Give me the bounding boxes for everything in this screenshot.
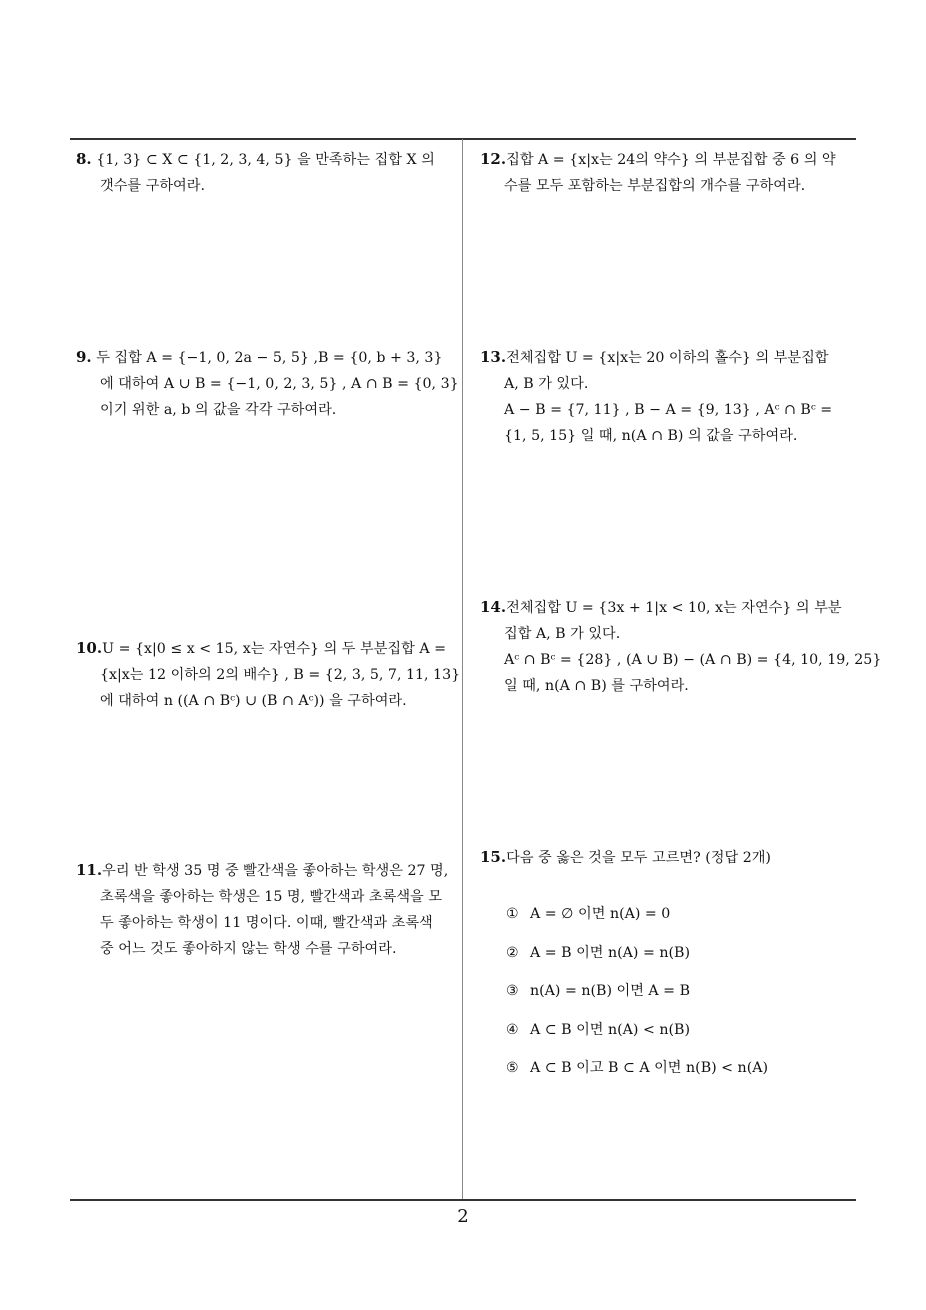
problem-text: 중 어느 것도 좋아하지 않는 학생 수를 구하여라.	[100, 941, 397, 957]
problem-number: 15.	[480, 848, 507, 866]
choice-text: A = B 이면 n(A) = n(B)	[530, 944, 691, 961]
choice-marker: ④	[506, 1021, 519, 1038]
choice-marker: ②	[506, 944, 519, 961]
choice-text: n(A) = n(B) 이면 A = B	[530, 983, 691, 999]
problem-text: 에 대하여 A ∪ B = {−1, 0, 2, 3, 5} , A ∩ B = {0, 3}	[100, 376, 459, 392]
problem-text: Aᶜ ∩ Bᶜ = {28} , (A ∪ B) − (A ∩ B) = {4, 10, 19, 25}	[504, 652, 882, 668]
problem-text: 전체집합 U = {x|x는 20 이하의 홀수} 의 부분집합	[506, 350, 829, 366]
choice-text: A ⊂ B 이고 B ⊂ A 이면 n(B) < n(A)	[530, 1060, 769, 1076]
column-divider	[462, 139, 463, 1200]
choice-marker: ③	[506, 983, 519, 999]
problem-text: A − B = {7, 11} , B − A = {9, 13} , Aᶜ ∩ Bᶜ =	[504, 402, 833, 418]
problem-text: 다음 중 옳은 것을 모두 고르면? (정답 2개)	[506, 850, 771, 866]
problem-text: 초록색을 좋아하는 학생은 15 명, 빨간색과 초록색을 모	[100, 889, 442, 905]
problem-12	[480, 146, 858, 199]
problem-number: 12.	[480, 150, 507, 168]
problem-number: 13.	[480, 348, 507, 366]
problem-number: 10.	[76, 639, 103, 657]
choice-text: A ⊂ B 이면 n(A) < n(B)	[530, 1021, 691, 1038]
problem-text: {1, 5, 15} 일 때, n(A ∩ B) 의 값을 구하여라.	[504, 428, 798, 444]
problem-text: 우리 반 학생 35 명 중 빨간색을 좋아하는 학생은 27 명,	[102, 863, 449, 879]
problem-11	[76, 857, 454, 962]
problem-8	[76, 146, 454, 199]
problem-text: A, B 가 있다.	[504, 376, 589, 392]
choice-4	[506, 1011, 858, 1050]
problem-text: 일 때, n(A ∩ B) 를 구하여라.	[504, 678, 689, 694]
problem-text: {1, 3} ⊂ X ⊂ {1, 2, 3, 4, 5} 을 만족하는 집합 X 의	[96, 152, 435, 168]
choice-text: A = ∅ 이면 n(A) = 0	[530, 906, 671, 922]
problem-10	[76, 635, 461, 714]
page-number: 2	[457, 1206, 469, 1227]
problem-text: U = {x|0 ≤ x < 15, x는 자연수} 의 두 부분집합 A =	[102, 641, 446, 657]
answer-choices	[480, 895, 858, 1088]
choice-5	[506, 1049, 858, 1088]
problem-text: 에 대하여 n ((A ∩ Bᶜ) ∪ (B ∩ Aᶜ)) 을 구하여라.	[100, 693, 407, 709]
problem-number: 8.	[76, 150, 92, 168]
problem-9	[76, 344, 459, 423]
problem-text: 수를 모두 포함하는 부분집합의 개수를 구하여라.	[504, 178, 806, 194]
problem-text: 두 좋아하는 학생이 11 명이다. 이때, 빨간색과 초록색	[100, 915, 433, 931]
problem-text: 집합 A, B 가 있다.	[504, 626, 621, 642]
choice-1	[506, 895, 858, 934]
problem-15	[480, 844, 858, 1088]
bottom-rule	[70, 1199, 856, 1201]
problem-text: 두 집합 A = {−1, 0, 2a − 5, 5} ,B = {0, b + 3, 3}	[96, 350, 443, 366]
problem-text: 집합 A = {x|x는 24의 약수} 의 부분집합 중 6 의 약	[506, 152, 836, 168]
problem-14	[480, 594, 882, 699]
choice-3	[506, 972, 858, 1011]
problem-text: {x|x는 12 이하의 2의 배수} , B = {2, 3, 5, 7, 11, 13}	[100, 667, 461, 683]
problem-number: 14.	[480, 598, 507, 616]
choice-2	[506, 934, 858, 973]
problem-number: 9.	[76, 348, 92, 366]
problem-13	[480, 344, 858, 449]
problem-text: 이기 위한 a, b 의 값을 각각 구하여라.	[100, 402, 337, 418]
choice-marker: ①	[506, 906, 519, 922]
problem-number: 11.	[76, 861, 103, 879]
problem-text: 전체집합 U = {3x + 1|x < 10, x는 자연수} 의 부분	[506, 600, 842, 616]
problem-text: 갯수를 구하여라.	[100, 178, 205, 194]
choice-marker: ⑤	[506, 1060, 519, 1076]
